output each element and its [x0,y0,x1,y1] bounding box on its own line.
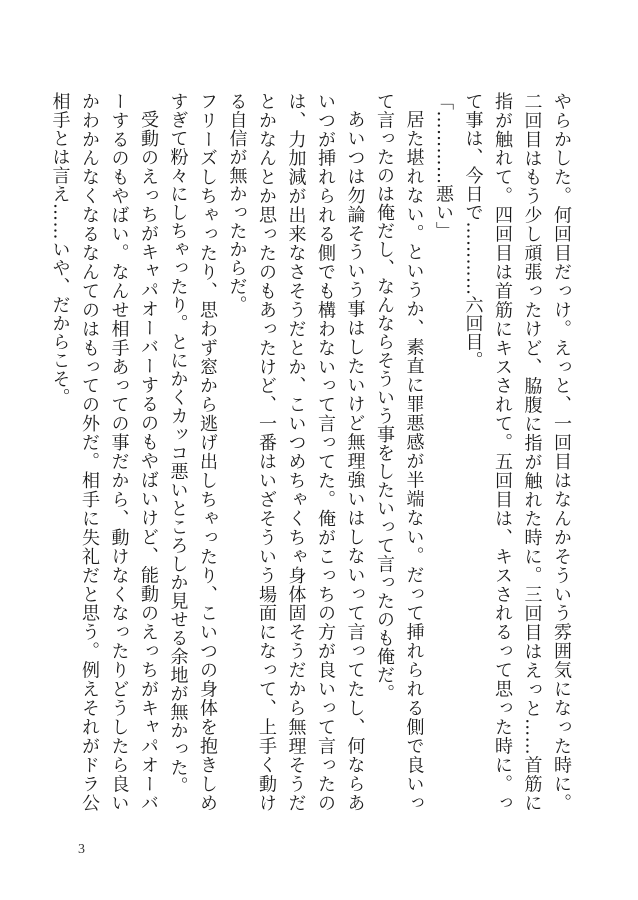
paragraph: やらかした。何回目だっけ。えっと、一回目はなんかそういう雰囲気になった時に。二回目はもう少し頑張ったけど、脇腹に指が触れた時に。三回目はえっと……首筋に指が触れて。四回目は首筋にキスされて。五回目は、キスされるって思った時に。って事は、今日で…………六回目。 [462,92,572,813]
paragraph: 受動のえっちがキャパオーバーするのもやばいけど、能動のえっちがキャパオーバーするのもやばい。なんせ相手あっての事だから、動けなくなったりどうしたら良いかわかんなくなるなんてのはもっての外だ。相手に失礼だと思う。例えそれがドラ公相手とは言え……いや、だからこそ。 [49,92,159,813]
body-text [49,92,576,813]
paragraph: フリーズしちゃったり、思わず窓から逃げ出しちゃったり、こいつの身体を抱きしめすぎて粉々にしちゃったり。とにかくカッコ悪いところしか見せる余地が無かった。 [167,92,218,813]
paragraph: 居た堪れない。というか、素直に罪悪感が半端ない。だって挿れられる側で良いって言ったのは俺だし、なんならそういう事をしたいって言ったのも俺だ。 [374,92,425,812]
dialogue-line: 「…………悪い」 [433,92,454,240]
page-number: 3 [78,842,85,857]
paragraph: あいつは勿論そういう事はしたいけど無理強いはしないって言ってたし、何ならあいつが挿れられる側でも構わないって言ってた。俺がこっちの方が良いって言ったのは、力加減が出来なさそうだとか、こいつめちゃくちゃ身体固そうだから無理そうだとかなんとか思ったのもあったけど、一番はいざそういう場面になって、上手く動ける自信が無かったからだ。 [226,92,366,813]
